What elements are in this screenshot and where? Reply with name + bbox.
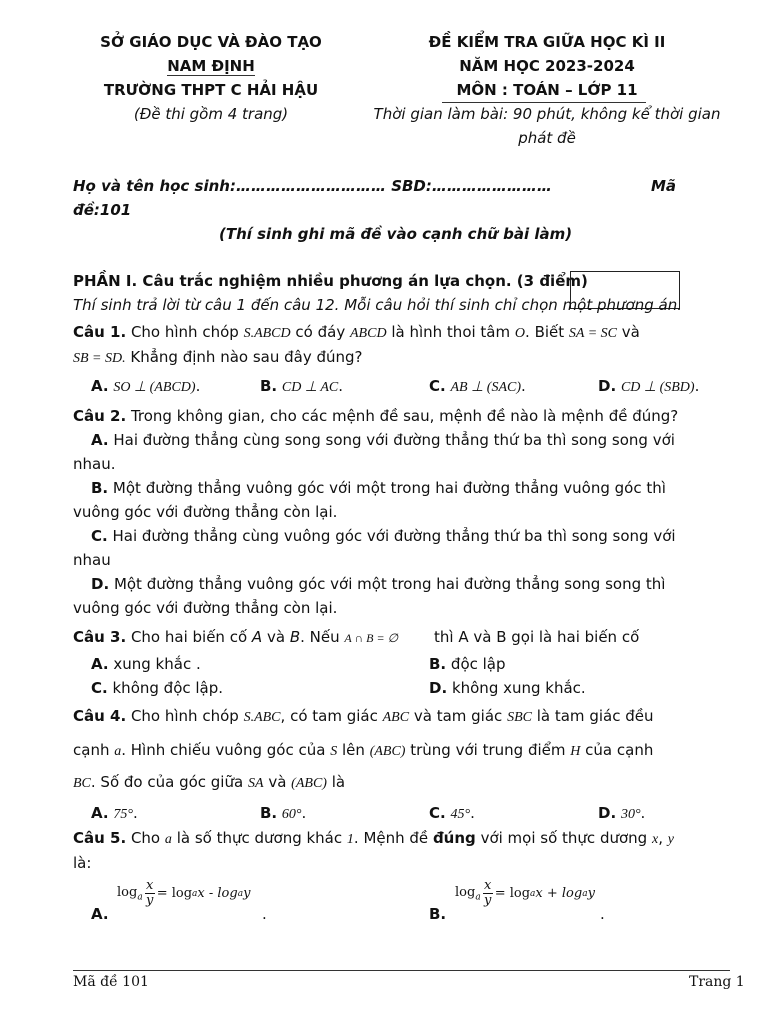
q3-stem-end: thì A và B gọi là hai biến cố — [434, 628, 640, 646]
q2-option-a-cont: nhau. — [73, 455, 116, 473]
time-limit: Thời gian làm bài: 90 phút, không kể thời gian — [373, 105, 721, 123]
q4-option-a: A. 75°. — [91, 804, 138, 822]
q5-option-b-label: B. — [429, 905, 447, 923]
q1-option-b: B. CD ⊥ AC. — [260, 377, 343, 395]
q4-option-c: C. 45°. — [429, 804, 475, 822]
school-year: NĂM HỌC 2023-2024 — [459, 57, 635, 75]
q3-option-d: D. không xung khắc. — [429, 679, 586, 697]
province-name: NAM ĐỊNH — [167, 57, 255, 75]
part1-instruction: Thí sinh trả lời từ câu 1 đến câu 12. Mỗi câu hỏi thí sinh chỉ chọn một phương án. — [73, 296, 682, 314]
exam-code-note: (Thí sinh ghi mã đề vào cạnh chữ bài làm) — [219, 225, 573, 243]
q5-option-b-dot: . — [600, 905, 605, 923]
footer-exam-code: Mã đề 101 — [73, 974, 149, 990]
q4-option-b: B. 60°. — [260, 804, 307, 822]
q1-option-d: D. CD ⊥ (SBD). — [598, 377, 700, 395]
q5-line1: Câu 5. Cho a là số thực dương khác 1. Mệnh đề đúng với mọi số thực dương x, y — [73, 829, 674, 847]
time-limit-cont: phát đề — [518, 129, 576, 147]
student-name-line: Họ và tên học sinh:………………………… SBD:…………………… — [73, 177, 552, 195]
q1-option-c: C. AB ⊥ (SAC). — [429, 377, 526, 395]
q5-line2: là: — [73, 854, 92, 872]
q4-option-d: D. 30°. — [598, 804, 646, 822]
page-count-note: (Đề thi gồm 4 trang) — [133, 105, 289, 123]
q1-option-a: A. SO ⊥ (ABCD). — [91, 377, 201, 395]
q3-option-c: C. không độc lập. — [91, 679, 224, 697]
part1-title: PHẦN I. Câu trắc nghiệm nhiều phương án lựa chọn. (3 điểm) — [73, 272, 588, 290]
q1-line1: Câu 1. Cho hình chóp S.ABCD có đáy ABCD là hình thoi tâm O. Biết SA = SC và — [73, 323, 640, 341]
q2-stem: Câu 2. Trong không gian, cho các mệnh đề sau, mệnh đề nào là mệnh đề đúng? — [73, 407, 679, 425]
q4-line3: BC. Số đo của góc giữa SA và (ABC) là — [73, 773, 346, 791]
q4-line2: cạnh a. Hình chiếu vuông góc của S lên (ABC) trùng với trung điểm H của cạnh — [73, 741, 654, 759]
exam-code: đề:101 — [73, 201, 132, 219]
q2-option-d: D. Một đường thẳng vuông góc với một trong hai đường thẳng song song thì — [91, 575, 666, 593]
dept-name: SỞ GIÁO DỤC VÀ ĐÀO TẠO — [100, 33, 322, 51]
q2-option-d-cont: vuông góc với đường thẳng còn lại. — [73, 599, 338, 617]
q5-option-a-dot: . — [262, 905, 267, 923]
q3-stem: Câu 3. Cho hai biến cố A và B. Nếu A ∩ B = ∅ — [73, 628, 399, 646]
q2-option-c-cont: nhau — [73, 551, 111, 569]
q4-line1: Câu 4. Cho hình chóp S.ABC, có tam giác ABC và tam giác SBC là tam giác đều — [73, 707, 654, 725]
exam-code-label: Mã — [651, 177, 677, 195]
exam-title: ĐỀ KIỂM TRA GIỮA HỌC KÌ II — [428, 33, 666, 51]
q2-option-c: C. Hai đường thẳng cùng vuông góc với đường thẳng thứ ba thì song song với — [91, 527, 676, 545]
q1-line2: SB = SD. Khẳng định nào sau đây đúng? — [73, 348, 363, 366]
subject: MÔN : TOÁN – LỚP 11 — [456, 81, 638, 99]
subject-underline — [442, 102, 646, 103]
page-number: Trang 1 — [689, 974, 745, 990]
footer-rule — [73, 970, 730, 971]
q2-option-b-cont: vuông góc với đường thẳng còn lại. — [73, 503, 338, 521]
q5-option-a-formula: $\log_a$ x y = log a x - log a y — [117, 878, 251, 908]
q2-option-a: A. Hai đường thẳng cùng song song với đường thẳng thứ ba thì song song với — [91, 431, 675, 449]
q3-option-b: B. độc lập — [429, 655, 506, 673]
q3-option-a: A. xung khắc . — [91, 655, 201, 673]
q5-option-a-label: A. — [91, 905, 109, 923]
q5-option-b-formula: $\log_a$ x y = log a x + log a y — [455, 878, 595, 908]
q2-option-b: B. Một đường thẳng vuông góc với một trong hai đường thẳng vuông góc thì — [91, 479, 666, 497]
school-name: TRƯỜNG THPT C HẢI HẬU — [103, 81, 319, 99]
